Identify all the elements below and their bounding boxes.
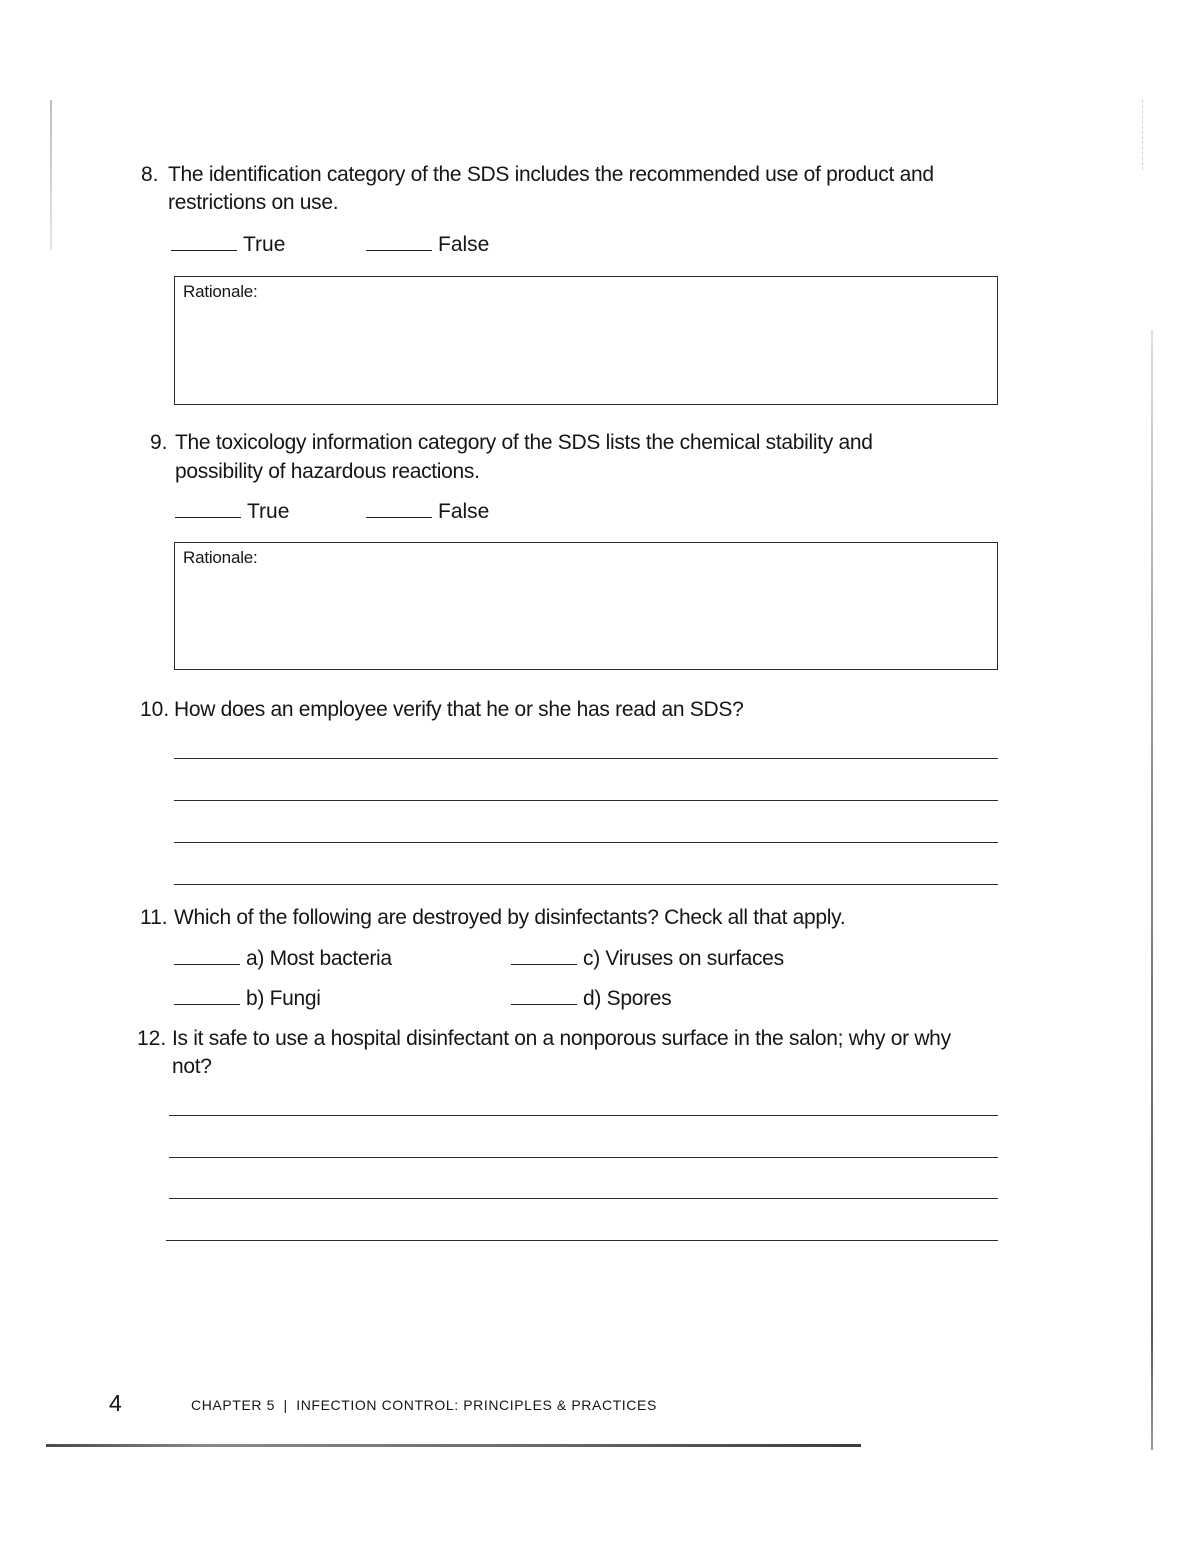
answer-blank[interactable] bbox=[511, 964, 577, 965]
answer-line[interactable] bbox=[174, 758, 998, 759]
question-text-line2: not? bbox=[172, 1055, 212, 1078]
choice-label: b) Fungi bbox=[246, 987, 321, 1010]
question-number: 8. bbox=[141, 163, 159, 186]
answer-blank[interactable] bbox=[366, 250, 432, 251]
question-number: 12. bbox=[137, 1027, 167, 1050]
true-option[interactable] bbox=[171, 232, 285, 258]
answer-line[interactable] bbox=[174, 842, 998, 843]
answer-line[interactable] bbox=[174, 800, 998, 801]
answer-line[interactable] bbox=[166, 1240, 998, 1241]
true-label: True bbox=[243, 233, 286, 256]
answer-line[interactable] bbox=[169, 1157, 998, 1158]
choice-label: d) Spores bbox=[583, 987, 672, 1010]
true-option[interactable] bbox=[175, 499, 289, 525]
question-text: How does an employee verify that he or she has read an SDS? bbox=[174, 698, 744, 721]
question-text: Which of the following are destroyed by disinfectants? Check all that apply. bbox=[174, 906, 846, 929]
choice-c[interactable] bbox=[511, 946, 784, 972]
choice-d[interactable] bbox=[511, 986, 671, 1012]
question-text-line1: The toxicology information category of the SDS lists the chemical stability and bbox=[175, 431, 873, 454]
answer-line[interactable] bbox=[169, 1198, 998, 1199]
rationale-box[interactable] bbox=[174, 542, 998, 670]
answer-blank[interactable] bbox=[366, 517, 432, 518]
rationale-label: Rationale: bbox=[183, 548, 258, 567]
question-text-line1: The identification category of the SDS includes the recommended use of product and bbox=[168, 163, 934, 186]
page-number: 4 bbox=[109, 1390, 122, 1416]
choice-a[interactable] bbox=[174, 946, 392, 972]
false-option[interactable] bbox=[366, 232, 489, 258]
question-number: 9. bbox=[150, 431, 168, 454]
footer-separator: | bbox=[283, 1397, 288, 1413]
rationale-box[interactable] bbox=[174, 276, 998, 405]
true-label: True bbox=[247, 500, 290, 523]
question-text-line2: possibility of hazardous reactions. bbox=[175, 460, 480, 483]
answer-blank[interactable] bbox=[171, 250, 237, 251]
scan-edge-left bbox=[50, 100, 52, 250]
answer-line[interactable] bbox=[174, 884, 998, 885]
false-option[interactable] bbox=[366, 499, 489, 525]
choice-label: a) Most bacteria bbox=[246, 947, 392, 970]
false-label: False bbox=[438, 500, 490, 523]
answer-line[interactable] bbox=[169, 1115, 998, 1116]
answer-blank[interactable] bbox=[511, 1004, 577, 1005]
answer-blank[interactable] bbox=[174, 1004, 240, 1005]
question-number: 11. bbox=[140, 906, 168, 929]
chapter-heading bbox=[191, 1397, 657, 1413]
scan-edge-right-top bbox=[1142, 100, 1153, 170]
scan-edge-right bbox=[1151, 330, 1153, 1450]
choice-b[interactable] bbox=[174, 986, 321, 1012]
scan-bottom-edge bbox=[46, 1444, 861, 1447]
rationale-label: Rationale: bbox=[183, 282, 258, 301]
choice-label: c) Viruses on surfaces bbox=[583, 947, 784, 970]
question-text-line1: Is it safe to use a hospital disinfectant on a nonporous surface in the salon; why or why bbox=[172, 1027, 951, 1050]
answer-blank[interactable] bbox=[174, 964, 240, 965]
question-text-line2: restrictions on use. bbox=[168, 191, 339, 214]
answer-blank[interactable] bbox=[175, 517, 241, 518]
chapter-label: CHAPTER 5 bbox=[191, 1397, 275, 1413]
chapter-title: INFECTION CONTROL: PRINCIPLES & PRACTICES bbox=[296, 1397, 657, 1413]
question-number: 10. bbox=[140, 698, 170, 721]
false-label: False bbox=[438, 233, 490, 256]
